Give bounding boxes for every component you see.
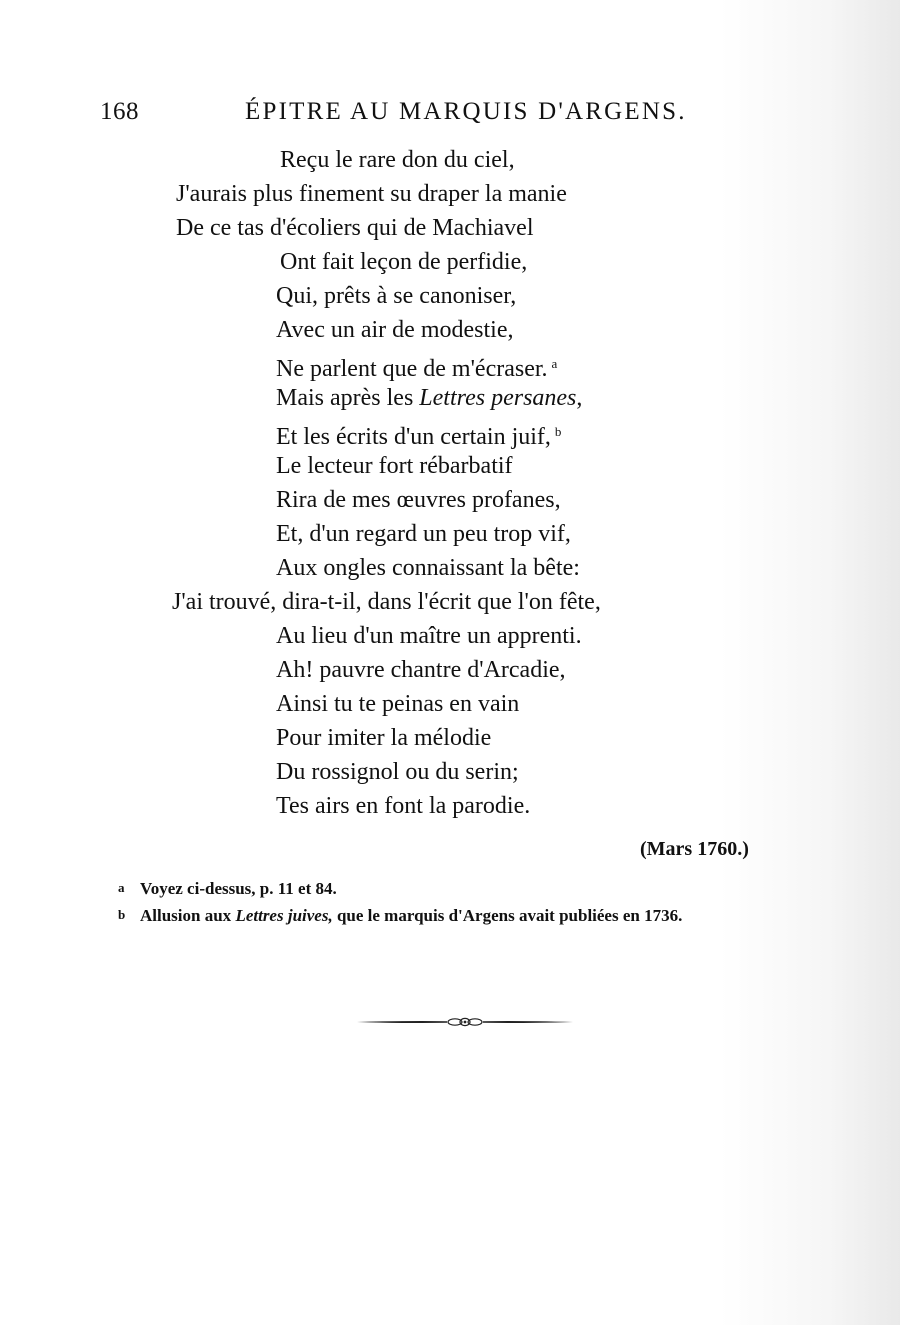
verse-line: Ont fait leçon de perfidie, [280,249,528,275]
page-header [0,98,900,134]
footnote-a [118,877,337,900]
page-number: 168 [100,98,139,125]
footnote-ref-a: a [551,356,558,371]
verse-line: Ainsi tu te peinas en vain [276,691,520,717]
verse-line: Ah! pauvre chantre d'Arcadie, [276,657,566,683]
footnote-mark: b [118,907,126,922]
verse-line: De ce tas d'écoliers qui de Machiavel [176,215,534,241]
verse-line: Reçu le rare don du ciel, [280,147,515,173]
verse-line: Au lieu d'un maître un apprenti. [276,623,582,649]
footnote-ref-b: b [554,424,562,439]
verse-line: Ne parlent que de m'écraser. $^a$ [276,356,558,382]
end-ornament-icon [355,1012,575,1032]
verse-line: Avec un air de modestie, [276,317,514,343]
verse-line: Du rossignol ou du serin; [276,759,519,785]
running-title: ÉPITRE AU MARQUIS D'ARGENS. [245,98,687,125]
verse-line: Le lecteur fort rébarbatif [276,453,513,479]
verse-line: J'ai trouvé, dira-t-il, dans l'écrit que l'on fête, [172,589,601,615]
verse-line: Pour imiter la mélodie [276,725,492,751]
verse-line: Qui, prêts à se canoniser, [276,283,517,309]
footnote-text: Voyez ci-dessus, p. 11 et 84. [140,879,337,898]
poem-date: (Mars 1760.) [640,838,749,860]
verse-line: Rira de mes œuvres profanes, [276,487,561,513]
verse-line: Et les écrits d'un certain juif, $^b$ [276,424,562,450]
footnote-b: b Allusion aux Lettres juives, que le marquis d'Argens avait publiées en 1736. [118,906,683,925]
italic-title: Lettres juives, [235,906,333,925]
italic-title: Lettres persanes [419,385,577,411]
verse-line: Tes airs en font la parodie. [276,793,531,819]
verse-line: Aux ongles connaissant la bête: [276,555,580,581]
footnote-mark: a [118,880,125,895]
verse-line: Et, d'un regard un peu trop vif, [276,521,571,547]
verse-line: Mais après les Lettres persanes, [276,385,583,411]
verse-line: J'aurais plus finement su draper la manie [176,181,567,207]
